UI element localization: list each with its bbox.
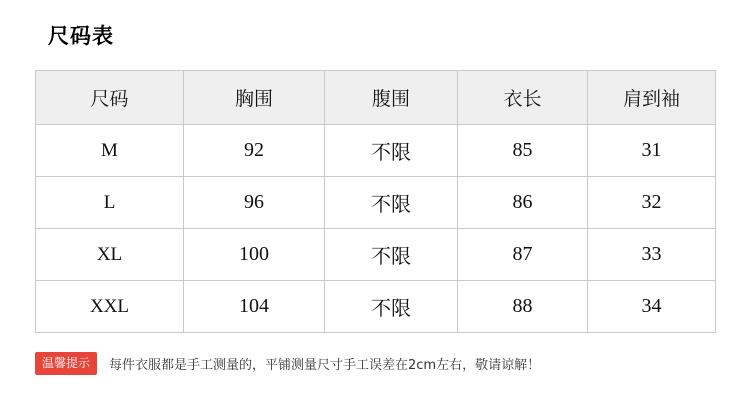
cell-waist: 不限 <box>325 177 458 229</box>
size-table <box>35 70 716 333</box>
table-row <box>36 177 716 229</box>
cell-shoulder-to-sleeve: 32 <box>588 177 716 229</box>
cell-length: 88 <box>458 281 588 333</box>
cell-waist: 不限 <box>325 281 458 333</box>
size-table-container <box>35 70 715 333</box>
cell-length: 86 <box>458 177 588 229</box>
cell-length: 87 <box>458 229 588 281</box>
cell-size: M <box>36 125 184 177</box>
column-header-bust: 胸围 <box>184 71 325 125</box>
cell-shoulder-to-sleeve: 31 <box>588 125 716 177</box>
table-header-row <box>36 71 716 125</box>
cell-shoulder-to-sleeve: 33 <box>588 229 716 281</box>
cell-size: L <box>36 177 184 229</box>
table-row <box>36 281 716 333</box>
table-body <box>36 125 716 333</box>
cell-size: XL <box>36 229 184 281</box>
table-row <box>36 125 716 177</box>
column-header-waist: 腹围 <box>325 71 458 125</box>
cell-waist: 不限 <box>325 125 458 177</box>
column-header-size: 尺码 <box>36 71 184 125</box>
cell-shoulder-to-sleeve: 34 <box>588 281 716 333</box>
note-row <box>35 352 725 375</box>
cell-waist: 不限 <box>325 229 458 281</box>
cell-bust: 100 <box>184 229 325 281</box>
cell-size: XXL <box>36 281 184 333</box>
note-badge: 温馨提示 <box>35 352 97 375</box>
note-text: 每件衣服都是手工测量的，平铺测量尺寸手工误差在2cm左右，敬请谅解！ <box>109 358 541 373</box>
column-header-shoulder-to-sleeve: 肩到袖 <box>588 71 716 125</box>
table-header <box>36 71 716 125</box>
table-row <box>36 229 716 281</box>
cell-bust: 92 <box>184 125 325 177</box>
column-header-length: 衣长 <box>458 71 588 125</box>
page-title: 尺码表 <box>48 24 114 48</box>
cell-bust: 96 <box>184 177 325 229</box>
cell-bust: 104 <box>184 281 325 333</box>
cell-length: 85 <box>458 125 588 177</box>
